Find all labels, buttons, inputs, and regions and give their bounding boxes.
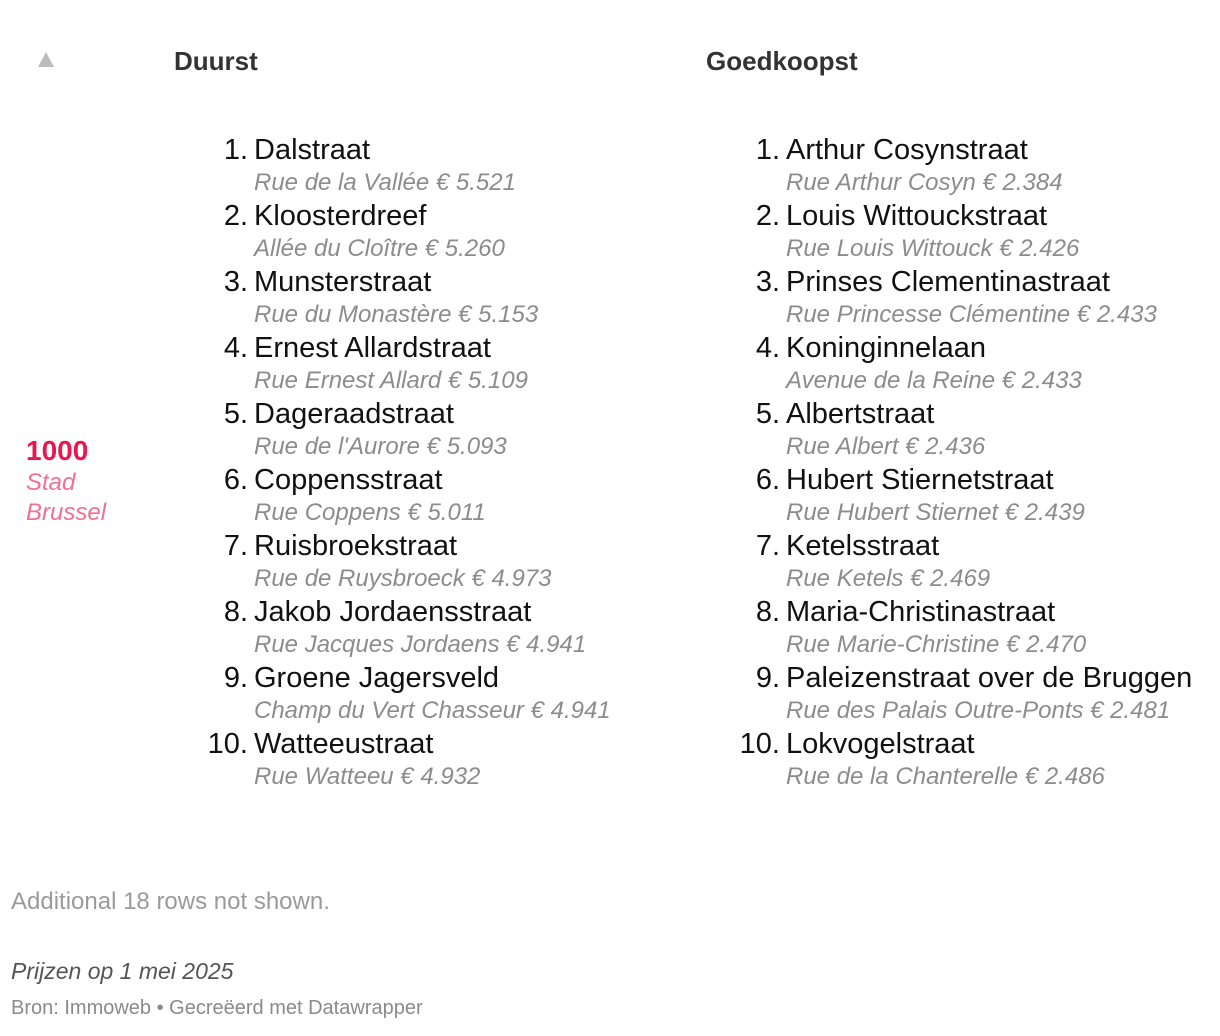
street-name-fr-price: Rue de la Chanterelle € 2.486	[786, 763, 1105, 790]
street-name-fr-price: Rue Albert € 2.436	[786, 433, 986, 460]
street-name: Kloosterdreef	[254, 200, 427, 232]
street-name-fr-price: Rue Princesse Clémentine € 2.433	[786, 301, 1157, 328]
rank-number: 8.	[223, 596, 248, 628]
street-name: Ruisbroekstraat	[254, 530, 458, 562]
street-name-fr-price: Champ du Vert Chasseur € 4.941	[254, 697, 611, 724]
street-name: Albertstraat	[786, 398, 935, 430]
street-name: Prinses Clementinastraat	[786, 266, 1110, 298]
street-name: Dalstraat	[254, 134, 371, 166]
rank-number: 1.	[755, 134, 780, 166]
street-name: Watteeustraat	[254, 728, 434, 760]
street-name: Jakob Jordaensstraat	[254, 596, 532, 628]
rank-number: 5.	[223, 398, 248, 430]
rank-number: 9.	[223, 662, 248, 694]
region-name: Stad Brussel	[26, 469, 107, 526]
cheap-streets-list	[732, 132, 1212, 792]
rank-number: 6.	[755, 464, 780, 496]
list-item	[200, 198, 680, 264]
list-item	[200, 726, 680, 792]
rank-number: 7.	[223, 530, 248, 562]
list-item	[200, 462, 680, 528]
street-name: Louis Wittouckstraat	[786, 200, 1048, 232]
street-name: Hubert Stiernetstraat	[786, 464, 1054, 496]
list-item	[732, 132, 1212, 198]
street-name: Maria-Christinastraat	[786, 596, 1056, 628]
street-name-fr-price: Rue de Ruysbroeck € 4.973	[254, 565, 552, 592]
list-item	[200, 528, 680, 594]
rank-number: 6.	[223, 464, 248, 496]
source-credit: Bron: Immoweb • Gecreëerd met Datawrapper	[11, 997, 423, 1019]
street-name: Ketelsstraat	[786, 530, 940, 562]
street-name: Coppensstraat	[254, 464, 443, 496]
expensive-streets-list	[200, 132, 680, 792]
street-name: Koninginnelaan	[786, 332, 986, 364]
sort-ascending-icon[interactable]	[38, 52, 54, 67]
street-name-fr-price: Rue Ernest Allard € 5.109	[254, 367, 528, 394]
street-name: Munsterstraat	[254, 266, 432, 298]
street-name-fr-price: Allée du Cloître € 5.260	[254, 235, 505, 262]
list-item	[732, 198, 1212, 264]
street-name-fr-price: Rue des Palais Outre-Ponts € 2.481	[786, 697, 1171, 724]
list-item	[200, 264, 680, 330]
rank-number: 2.	[223, 200, 248, 232]
street-name-fr-price: Rue du Monastère € 5.153	[254, 301, 539, 328]
street-name: Groene Jagersveld	[254, 662, 500, 694]
list-item	[732, 726, 1212, 792]
rank-number: 7.	[755, 530, 780, 562]
street-name: Ernest Allardstraat	[254, 332, 491, 364]
rank-number: 10.	[207, 728, 248, 760]
street-name: Dageraadstraat	[254, 398, 454, 430]
street-name: Lokvogelstraat	[786, 728, 975, 760]
rank-number: 4.	[223, 332, 248, 364]
list-item	[732, 264, 1212, 330]
rank-number: 1.	[223, 134, 248, 166]
list-item	[732, 330, 1212, 396]
street-name-fr-price: Rue Watteeu € 4.932	[254, 763, 481, 790]
street-name-fr-price: Rue Arthur Cosyn € 2.384	[786, 169, 1063, 196]
rank-number: 9.	[755, 662, 780, 694]
street-name: Paleizenstraat over de Bruggen	[786, 662, 1193, 694]
list-item	[732, 396, 1212, 462]
list-item	[732, 528, 1212, 594]
list-item	[732, 594, 1212, 660]
street-name-fr-price: Avenue de la Reine € 2.433	[786, 367, 1082, 394]
region-code: 1000	[26, 435, 89, 466]
rank-number: 2.	[755, 200, 780, 232]
rank-number: 5.	[755, 398, 780, 430]
street-name-fr-price: Rue Ketels € 2.469	[786, 565, 991, 592]
list-item	[200, 132, 680, 198]
list-item	[732, 660, 1212, 726]
street-name-fr-price: Rue Louis Wittouck € 2.426	[786, 235, 1080, 262]
street-name-fr-price: Rue de l'Aurore € 5.093	[254, 433, 507, 460]
rank-number: 4.	[755, 332, 780, 364]
street-name-fr-price: Rue Hubert Stiernet € 2.439	[786, 499, 1085, 526]
price-date-note: Prijzen op 1 mei 2025	[11, 958, 234, 984]
rank-number: 3.	[223, 266, 248, 298]
list-item	[200, 396, 680, 462]
column-header-duurst[interactable]: Duurst	[174, 46, 258, 76]
street-name-fr-price: Rue Marie-Christine € 2.470	[786, 631, 1087, 658]
rank-number: 10.	[739, 728, 780, 760]
list-item	[200, 660, 680, 726]
list-item	[732, 462, 1212, 528]
list-item	[200, 594, 680, 660]
region-label	[26, 434, 156, 528]
street-name-fr-price: Rue Jacques Jordaens € 4.941	[254, 631, 587, 658]
column-header-goedkoopst[interactable]: Goedkoopst	[706, 46, 858, 76]
rank-number: 8.	[755, 596, 780, 628]
list-item	[200, 330, 680, 396]
rank-number: 3.	[755, 266, 780, 298]
rows-not-shown-note: Additional 18 rows not shown.	[11, 888, 330, 915]
street-name-fr-price: Rue Coppens € 5.011	[254, 499, 486, 526]
street-name: Arthur Cosynstraat	[786, 134, 1028, 166]
street-name-fr-price: Rue de la Vallée € 5.521	[254, 169, 516, 196]
